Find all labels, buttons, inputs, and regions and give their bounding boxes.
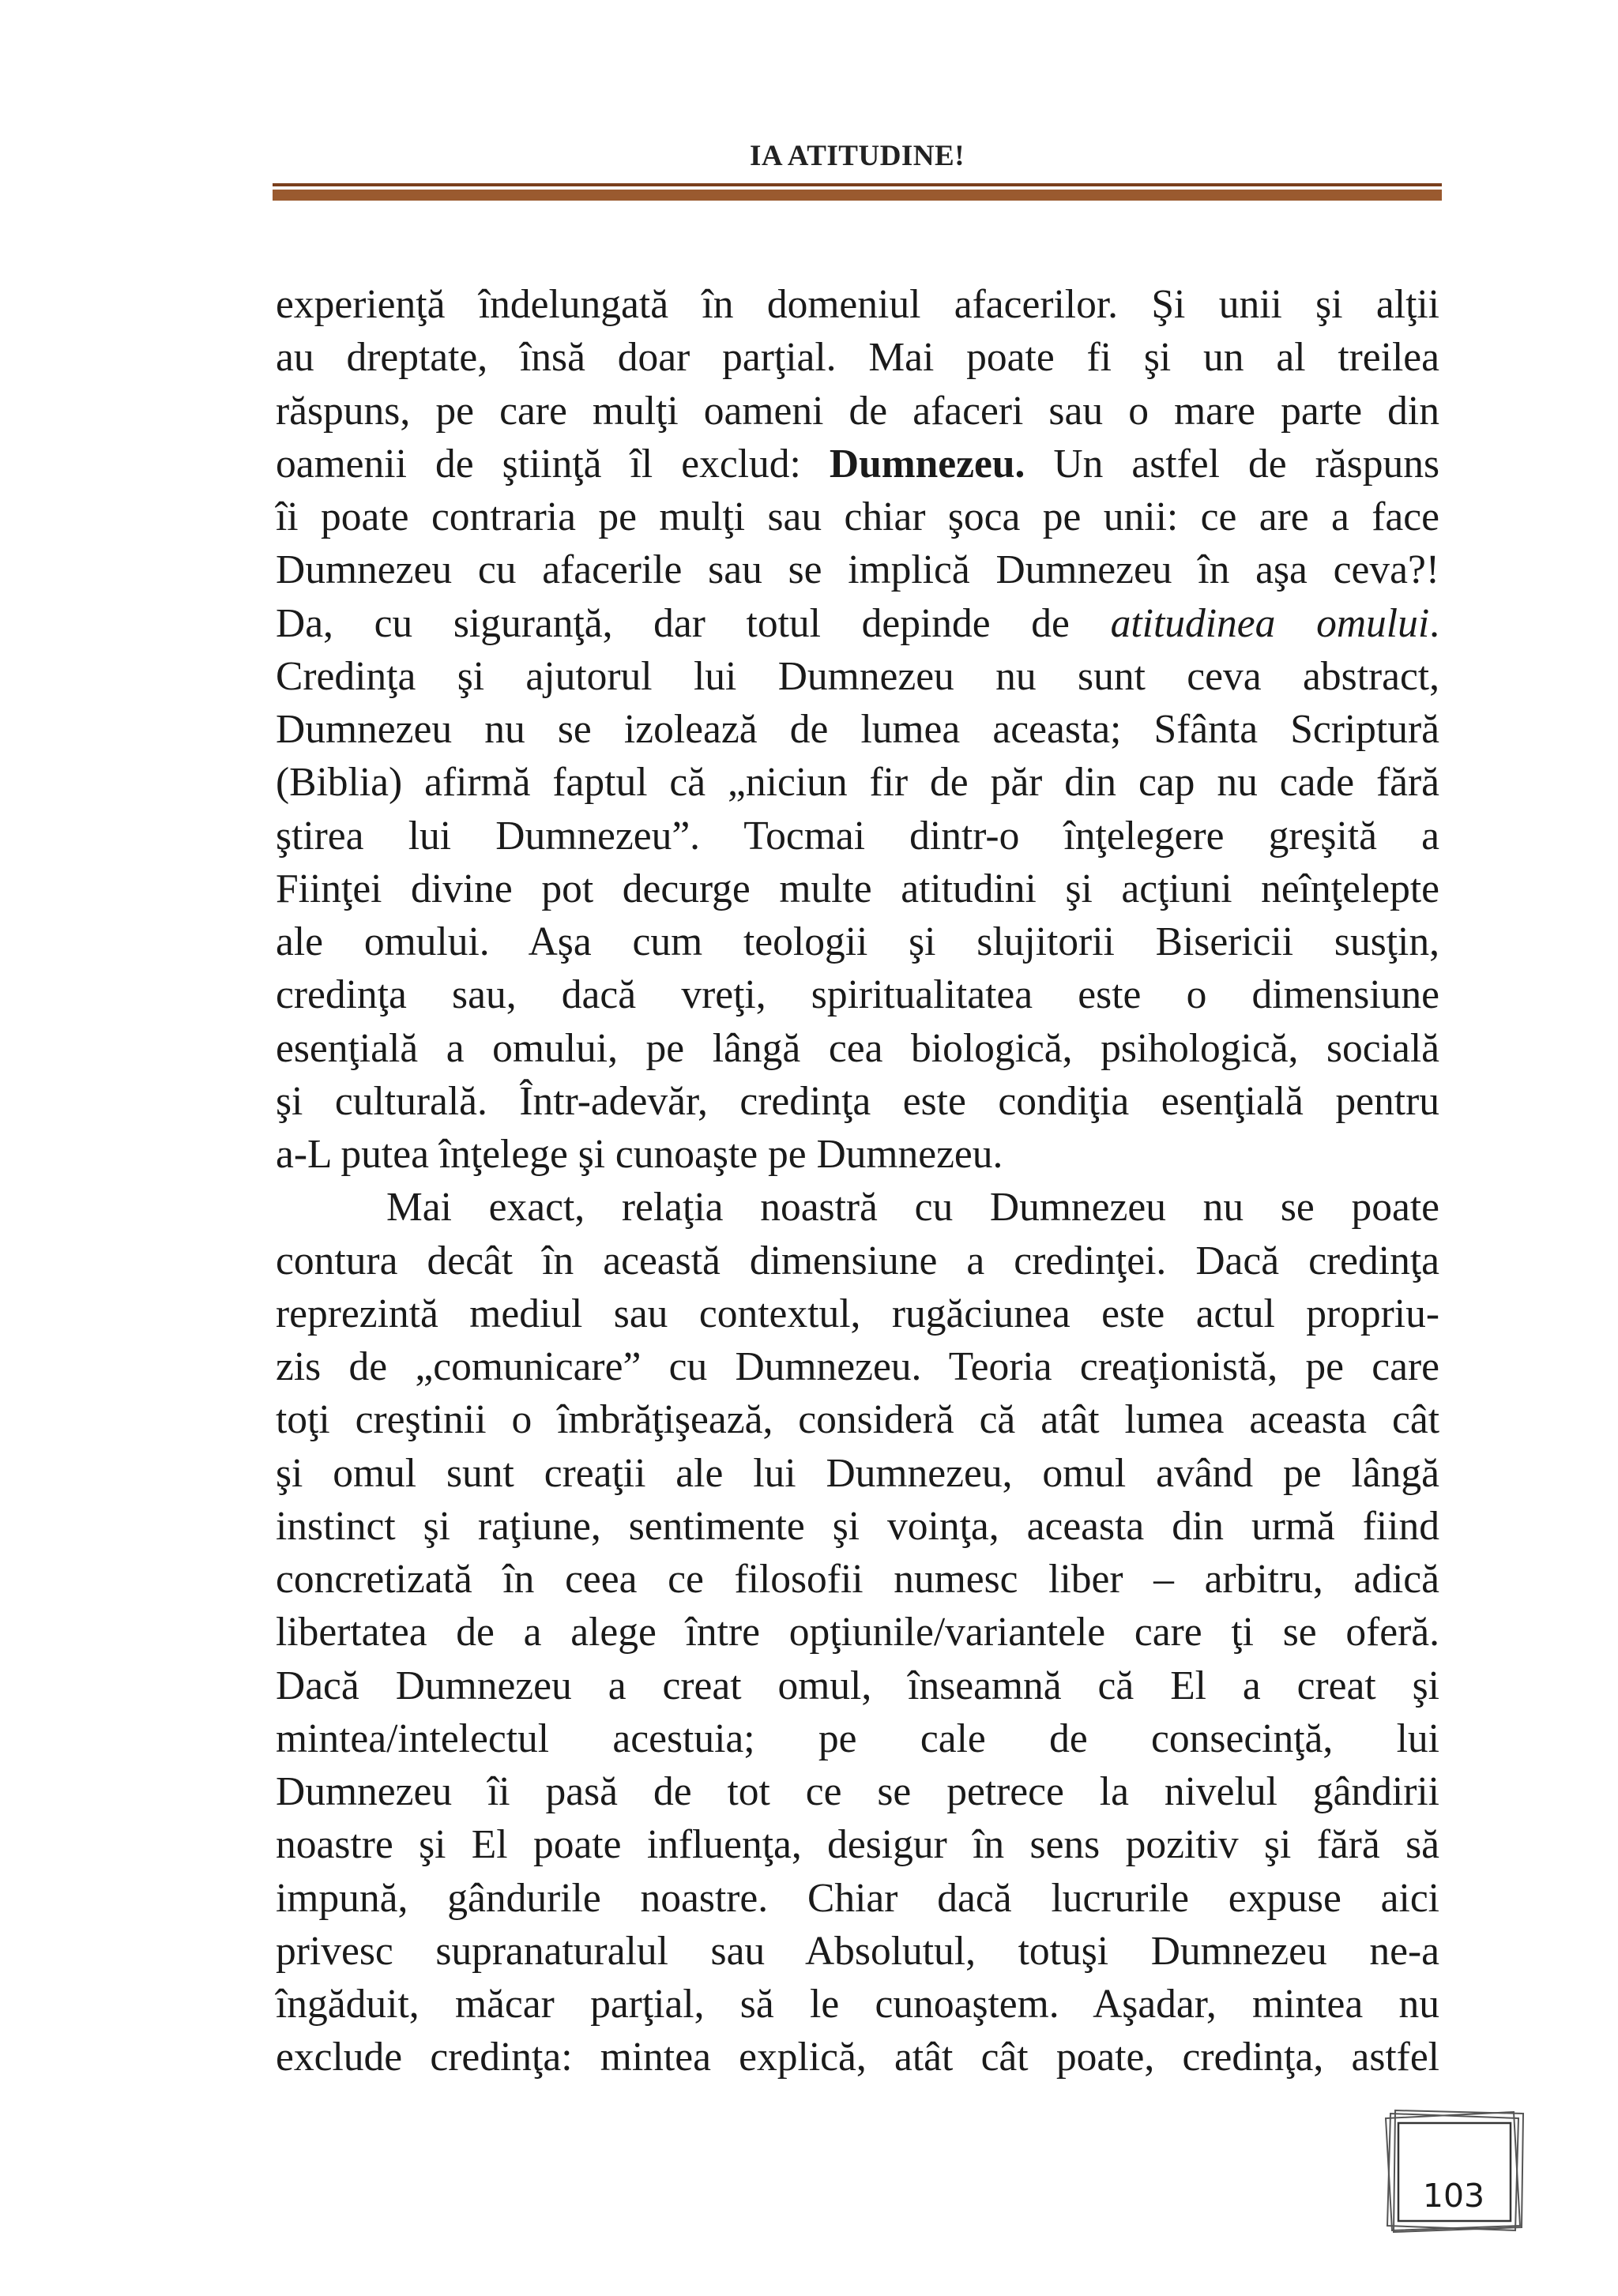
text-line: credinţa sau, dacă vreţi, spiritualitatea este o dimensiune [276, 972, 1439, 1018]
text-segment: . [1429, 600, 1440, 646]
text-line: Dumnezeu cu afacerile sau se implică Dumnezeu în aşa ceva?! [276, 547, 1439, 593]
text-line: privesc supranaturalul sau Absolutul, totuşi Dumnezeu ne-a [276, 1928, 1439, 1974]
text-line: Dumnezeu îi pasă de tot ce se petrece la nivelul gândirii [276, 1769, 1439, 1814]
text-segment: Un astfel de răspuns [1025, 441, 1439, 487]
stacked-pages-icon [1379, 2107, 1530, 2235]
page-number: 103 [1422, 2177, 1485, 2215]
text-line: noastre şi El poate influenţa, desigur în sens pozitiv şi fără să [276, 1822, 1439, 1868]
text-line: esenţială a omului, pe lângă cea biologică, psihologică, socială [276, 1025, 1439, 1071]
text-line [276, 597, 1439, 650]
text-line: zis de „comunicare” cu Dumnezeu. Teoria creaţionistă, pe care [276, 1344, 1439, 1389]
text-line: ştirea lui Dumnezeu”. Tocmai dintr-o înţelegere greşită a [276, 813, 1439, 859]
running-header: IA ATITUDINE! [749, 140, 965, 172]
text-line: Dumnezeu nu se izolează de lumea aceasta; Sfânta Scriptură [276, 707, 1439, 752]
text-segment: Da, cu siguranţă, dar totul depinde de [276, 600, 1111, 646]
text-line: Credinţa şi ajutorul lui Dumnezeu nu sunt ceva abstract, [276, 653, 1439, 699]
text-line: concretizată în ceea ce filosofii numesc liber – arbitru, adică [276, 1557, 1439, 1602]
text-line: răspuns, pe care mulţi oameni de afaceri sau o mare parte din [276, 388, 1439, 434]
body-text [276, 278, 1439, 2084]
text-line: ale omului. Aşa cum teologii şi slujitorii Bisericii susţin, [276, 919, 1439, 964]
text-line: exclude credinţa: mintea explică, atât cât poate, credinţa, astfel [276, 2035, 1439, 2080]
text-segment: oamenii de ştiinţă îl exclud: [276, 441, 830, 487]
header-rule-thick [273, 190, 1442, 201]
emphasis-atitudinea-omului: atitudinea omului [1110, 600, 1430, 646]
emphasis-dumnezeu: Dumnezeu. [829, 441, 1025, 487]
text-line: contura decât în această dimensiune a credinţei. Dacă credinţa [276, 1238, 1439, 1283]
text-line: libertatea de a alege între opţiunile/variantele care ţi se oferă. [276, 1610, 1439, 1655]
text-line: reprezintă mediul sau contextul, rugăciunea este actul propriu- [276, 1291, 1439, 1336]
text-line: a-L putea înţelege şi cunoaşte pe Dumnezeu. [276, 1132, 1003, 1177]
text-line: instinct şi raţiune, sentimente şi voinţa, aceasta din urmă fiind [276, 1503, 1439, 1549]
text-line: Dacă Dumnezeu a creat omul, înseamnă că El a creat şi [276, 1663, 1439, 1708]
text-line: şi omul sunt creaţii ale lui Dumnezeu, omul având pe lângă [276, 1450, 1439, 1496]
text-line [276, 438, 1439, 490]
text-line: Fiinţei divine pot decurge multe atitudini şi acţiuni neînţelepte [276, 866, 1439, 911]
text-line: mintea/intelectul acestuia; pe cale de consecinţă, lui [276, 1715, 1439, 1761]
text-line-paragraph-start: Mai exact, relaţia noastră cu Dumnezeu nu se poate [386, 1185, 1439, 1231]
text-line: îngăduit, măcar parţial, să le cunoaştem. Aşadar, mintea nu [276, 1982, 1439, 2027]
text-line: au dreptate, însă doar parţial. Mai poate fi şi un al treilea [276, 335, 1439, 381]
text-line: şi culturală. Într-adevăr, credinţa este condiţia esenţială pentru [276, 1078, 1439, 1124]
text-line: (Biblia) afirmă faptul că „niciun fir de păr din cap nu cade fără [276, 760, 1439, 806]
text-line: impună, gândurile noastre. Chiar dacă lucrurile expuse aici [276, 1875, 1439, 1921]
page-number-frame [1379, 2107, 1530, 2235]
text-line: toţi creştinii o îmbrăţişează, consideră că atât lumea aceasta cât [276, 1397, 1439, 1443]
header-rule-thin [273, 183, 1442, 186]
text-line: experienţă îndelungată în domeniul afacerilor. Şi unii şi alţii [276, 282, 1439, 327]
text-line: îi poate contraria pe mulţi sau chiar şoca pe unii: ce are a face [276, 494, 1439, 539]
